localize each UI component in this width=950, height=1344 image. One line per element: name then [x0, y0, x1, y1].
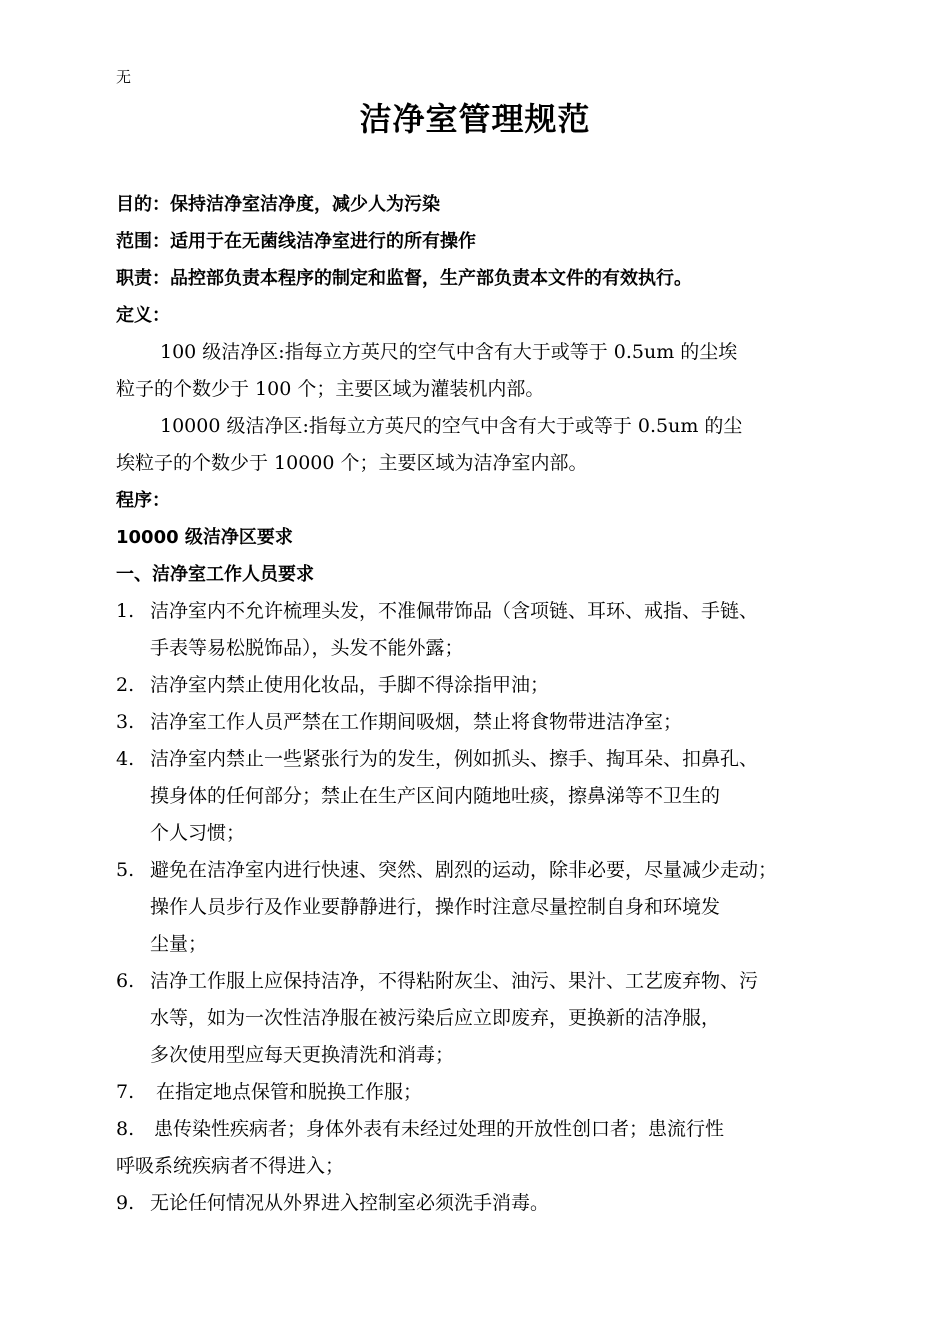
definition-heading: 定义：	[116, 305, 170, 326]
document-title: 洁净室管理规范	[359, 100, 591, 138]
requirement-line: 患传染性疾病者；身体外表有未经过处理的开放性创口者；患流行性	[154, 1118, 725, 1140]
scope-line: 范围：适用于在无菌线洁净室进行的所有操作	[116, 231, 476, 252]
definition-100-line2: 粒子的个数少于 100 个；主要区域为灌装机内部。	[116, 378, 545, 400]
header-mark: 无	[116, 68, 132, 86]
requirement-line: 洁净室工作人员严禁在工作期间吸烟，禁止将食物带进洁净室；	[150, 711, 683, 733]
requirement-item	[116, 1111, 836, 1148]
requirement-item	[116, 963, 836, 1074]
requirement-line: 洁净工作服上应保持洁净，不得粘附灰尘、油污、果汁、工艺废弃物、污	[150, 970, 759, 992]
definition-10000-line1: 10000 级洁净区:指每立方英尺的空气中含有大于或等于 0.5um 的尘	[160, 415, 743, 437]
requirement-line: 洁净室内不允许梳理头发，不准佩带饰品（含项链、耳环、戒指、手链、	[150, 600, 759, 622]
requirement-line: 无论任何情况从外界进入控制室必须洗手消毒。	[150, 1192, 550, 1214]
purpose-line: 目的：保持洁净室洁净度，减少人为污染	[116, 194, 440, 215]
requirement-number: 7.	[116, 1081, 135, 1103]
document-body	[116, 186, 836, 1222]
requirement-number: 1.	[116, 600, 135, 622]
requirement-item	[116, 852, 836, 963]
requirement-number: 6.	[116, 970, 135, 992]
requirement-number: 4.	[116, 748, 135, 770]
requirement-line: 洁净室内禁止一些紧张行为的发生，例如抓头、擦手、掏耳朵、扣鼻孔、	[150, 748, 759, 770]
requirement-number: 8.	[116, 1118, 135, 1140]
procedure-heading: 程序：	[116, 490, 170, 511]
requirement-item	[116, 741, 836, 852]
requirement-line: 手表等易松脱饰品），头发不能外露；	[150, 637, 464, 659]
zone-heading: 10000 级洁净区要求	[116, 527, 293, 548]
requirement-item	[116, 667, 836, 704]
requirement-number: 5.	[116, 859, 135, 881]
requirement-item	[116, 704, 836, 741]
requirement-line: 洁净室内禁止使用化妆品，手脚不得涂指甲油；	[150, 674, 550, 696]
requirement-line: 在指定地点保管和脱换工作服；	[156, 1081, 423, 1103]
section-heading: 一、洁净室工作人员要求	[116, 564, 314, 585]
requirement-number: 3.	[116, 711, 135, 733]
requirement-line-continued: 呼吸系统疾病者不得进入；	[116, 1155, 345, 1177]
requirement-item	[116, 593, 836, 667]
requirement-line: 避免在洁净室内进行快速、突然、剧烈的运动，除非必要，尽量减少走动；	[150, 859, 778, 881]
requirement-item	[116, 1185, 836, 1222]
requirement-line: 摸身体的任何部分；禁止在生产区间内随地吐痰，擦鼻涕等不卫生的	[150, 785, 721, 807]
requirement-line: 尘量；	[150, 933, 208, 955]
definition-10000-line2: 埃粒子的个数少于 10000 个；主要区域为洁净室内部。	[116, 452, 588, 474]
requirement-item	[116, 1074, 836, 1111]
requirement-line: 个人习惯；	[150, 822, 246, 844]
requirement-number: 9.	[116, 1192, 135, 1214]
responsibility-line: 职责：品控部负责本程序的制定和监督，生产部负责本文件的有效执行。	[116, 268, 692, 289]
definition-100-line1: 100 级洁净区:指每立方英尺的空气中含有大于或等于 0.5um 的尘埃	[160, 341, 738, 363]
requirement-number: 2.	[116, 674, 135, 696]
requirement-line: 多次使用型应每天更换清洗和消毒；	[150, 1044, 455, 1066]
requirement-line: 水等，如为一次性洁净服在被污染后应立即废弃，更换新的洁净服，	[150, 1007, 721, 1029]
requirement-line: 操作人员步行及作业要静静进行，操作时注意尽量控制自身和环境发	[150, 896, 721, 918]
